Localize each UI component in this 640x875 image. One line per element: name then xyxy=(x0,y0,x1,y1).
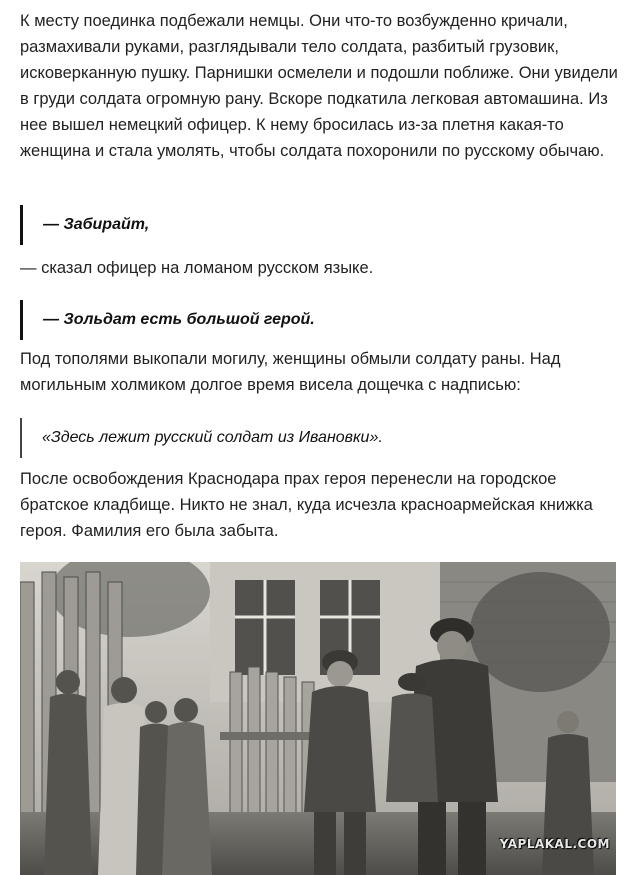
watermark: YAPLAKAL.COM xyxy=(499,837,610,851)
quote-2: — Зольдат есть большой герой. xyxy=(20,300,640,340)
quote-1: — Забирайт, xyxy=(20,205,640,245)
paragraph-3: Под тополями выкопали могилу, женщины обмыли солдату раны. Над могильным холмиком долгое время висела дощечка с надписью: xyxy=(20,350,561,394)
quote-3: «Здесь лежит русский солдат из Ивановки». xyxy=(20,418,640,458)
historical-photo-illustration xyxy=(20,562,616,875)
paragraph-1: К месту поединка подбежали немцы. Они что-то возбужденно кричали, размахивали руками, разглядывали тело солдата, разбитый грузовик, исковерканную пушку. Парнишки осмелели и подошли поближе. Они увидели в груди солдата огромную рану. Вскоре подкатила легковая автомашина. Из нее вышел немецкий офицер. К нему бросилась из-за плетня какая-то женщина и стала умолять, чтобы солдата похоронили по русскому обычаю. xyxy=(20,12,618,160)
paragraph-2: — сказал офицер на ломаном русском языке. xyxy=(20,259,374,277)
article-photo xyxy=(20,562,616,875)
paragraph-4: После освобождения Краснодара прах героя перенесли на городское братское кладбище. Никто не знал, куда исчезла красноармейская книжка героя. Фамилия его была забыта. xyxy=(20,470,593,540)
